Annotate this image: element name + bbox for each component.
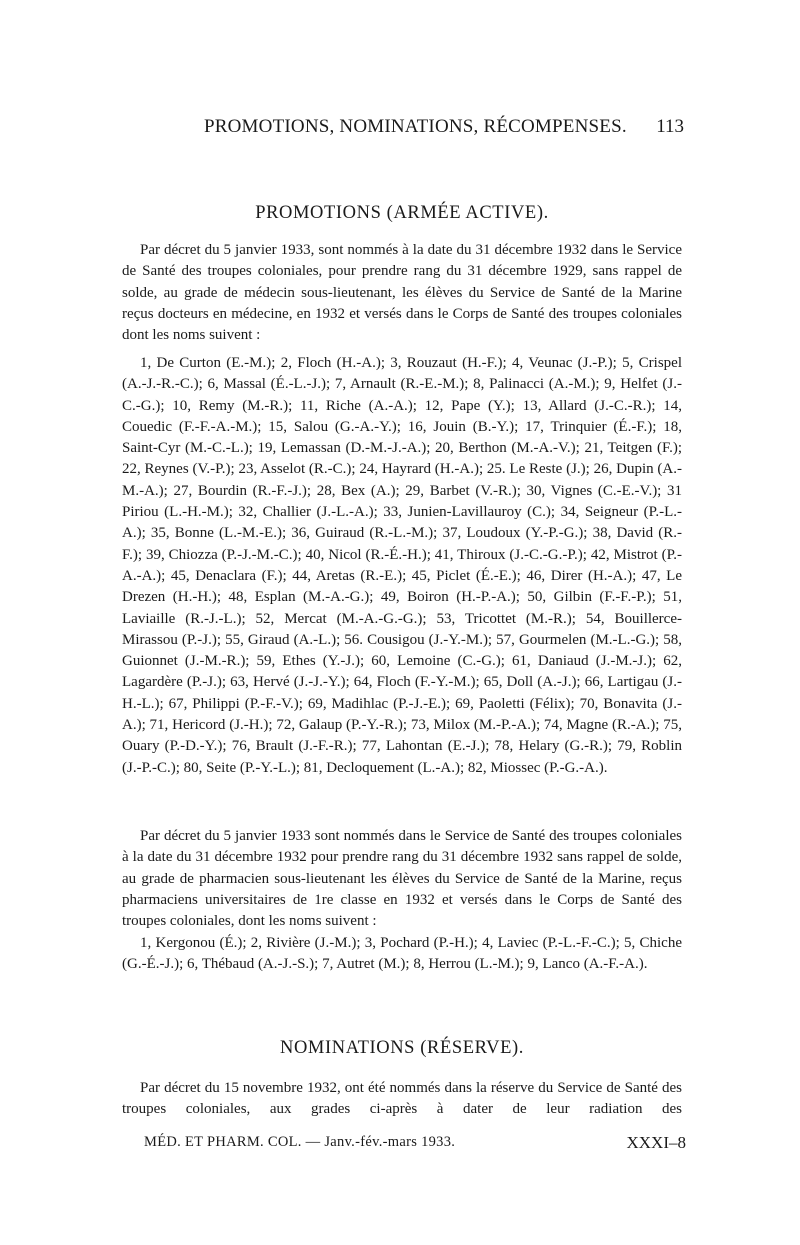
section-heading-nominations: NOMINATIONS (RÉSERVE). [280,1038,524,1058]
journal-reference: MÉD. ET PHARM. COL. — Janv.-fév.-mars 1933. [144,1134,456,1150]
running-title: PROMOTIONS, NOMINATIONS, RÉCOMPENSES. [204,116,627,137]
decree-paragraph-medecins [122,240,682,346]
running-head [122,116,682,140]
page-number: 113 [656,116,684,137]
paragraph-text: 1, Kergonou (É.); 2, Rivière (J.-M.); 3, Pochard (P.-H.); 4, Laviec (P.-L.-F.-C.); 5, Chiche (G.-É.-J.); 6, Thébaud (A.-J.-S.); 7, Autret (M.); 8, Herrou (L.-M.); 9, Lanco (A.-F.-A.). [122,935,682,973]
decree-paragraph-reserve [122,1078,682,1121]
paragraph-text: Par décret du 5 janvier 1933, sont nommés à la date du 31 décembre 1932 dans le Service de Santé des troupes coloniales, pour prendre rang du 31 décembre 1929, sans rappel de solde, au grade de médecin sous-lieutenant, les élèves du Service de Santé de la Marine reçus docteurs en médecine, en 1932 et versés dans le Corps de Santé des troupes coloniales dont les noms suivent : [122,242,682,344]
signature-mark: XXXI–8 [626,1133,686,1152]
decree-paragraph-pharmaciens [122,826,682,932]
paragraph-text: 1, De Curton (E.-M.); 2, Floch (H.-A.); 3, Rouzaut (H.-F.); 4, Veunac (J.-P.); 5, Crispel (A.-J.-R.-C.); 6, Massal (É.-L.-J.); 7, Arnault (R.-E.-M.); 8, Palinacci (A.-M.); 9, Helfet (J.-C.-G.); 10, Remy (M.-R.); 11, Riche (A.-A.); 12, Pape (Y.); 13, Allard (J.-C.-R.); 14, Couedic (F.-F.-A.-M.); 15, Salou (G.-A.-Y.); 16, Jouin (B.-Y.); 17, Trinquier (É.-F.); 18, Saint-Cyr (M.-C.-L.); 19, Lemassan (D.-M.-J.-A.); 20, Berthon (M.-A.-V.); 21, Teitgen (F.); 22, Reynes (V.-P.); 23, Asselot (R.-C.); 24, Hayrard (H.-A.); 25. Le Reste (J.); 26, Dupin (A.-M.-A.); 27, Bourdin (R.-F.-J.); 28, Bex (A.); 29, Barbet (V.-R.); 30, Vignes (C.-E.-V.); 31 Piriou (L.-H.-M.); 32, Challier (J.-L.-A.); 33, Junien-Lavillauroy (C.); 34, Seigneur (P.-L.-A.); 35, Bonne (L.-M.-E.); 36, Guiraud (R.-L.-M.); 37, Loudoux (Y.-P.-G.); 38, David (R.-F.); 39, Chiozza (P.-J.-M.-C.); 40, Nicol (R.-É.-H.); 41, Thiroux (J.-C.-G.-P.); 42, Mistrot (P.-A.-A.); 45, Denaclara (F.); 44, Aretas (R.-E.); 45, Piclet (É.-E.); 46, Direr (H.-A.); 47, Le Drezen (H.-H.); 48, Esplan (M.-A.-G.); 49, Boiron (H.-P.-A.); 50, Gilbin (F.-F.-P.); 51, Laviaille (R.-J.-L.); 52, Mercat (M.-A.-G.-G.); 53, Tricottet (M.-R.); 54, Bouillerce-Mirassou (P.-J.); 55, Giraud (A.-L.); 56. Cousigou (J.-Y.-M.); 57, Gourmelen (M.-L.-G.); 58, Guionnet (J.-M.-R.); 59, Ethes (Y.-J.); 60, Lemoine (C.-G.); 61, Daniaud (J.-M.-J.); 62, Lagardère (P.-J.); 63, Hervé (J.-J.-Y.); 64, Floch (F.-Y.-M.); 65, Doll (A.-J.); 66, Lartigau (J.-H.-L.); 67, Philippi (P.-F.-V.); 69, Madihlac (P.-J.-E.); 69, Paoletti (Félix); 70, Bonavita (J.-A.); 71, Hericord (J.-H.); 72, Galaup (P.-Y.-R.); 73, Milox (M.-P.-A.); 74, Magne (R.-A.); 75, Ouary (P.-D.-Y.); 76, Brault (J.-F.-R.); 77, Lahontan (E.-J.); 78, Helary (G.-R.); 79, Roblin (J.-P.-C.); 80, Seite (P.-Y.-L.); 81, Decloquement (L.-A.); 82, Miossec (P.-G.-A.). [122,355,682,776]
paragraph-text: Par décret du 15 novembre 1932, ont été nommés dans la réserve du Service de Santé des troupes coloniales, aux grades ci-après à dater de leur radiation des [122,1080,682,1118]
page-footer [122,1133,686,1155]
section-heading-promotions: PROMOTIONS (ARMÉE ACTIVE). [255,203,549,223]
name-list-medecins [122,353,682,779]
name-list-pharmaciens [122,933,682,976]
paragraph-text: Par décret du 5 janvier 1933 sont nommés dans le Service de Santé des troupes coloniales à la date du 31 décembre 1932 pour prendre rang du 31 décembre 1932 sans rappel de solde, au grade de pharmacien sous-lieutenant les élèves du Service de Santé de la Marine, reçus pharmaciens universitaires de 1re classe en 1932 et versés dans le Corps de Santé des troupes coloniales, dont les noms suivent : [122,828,682,930]
